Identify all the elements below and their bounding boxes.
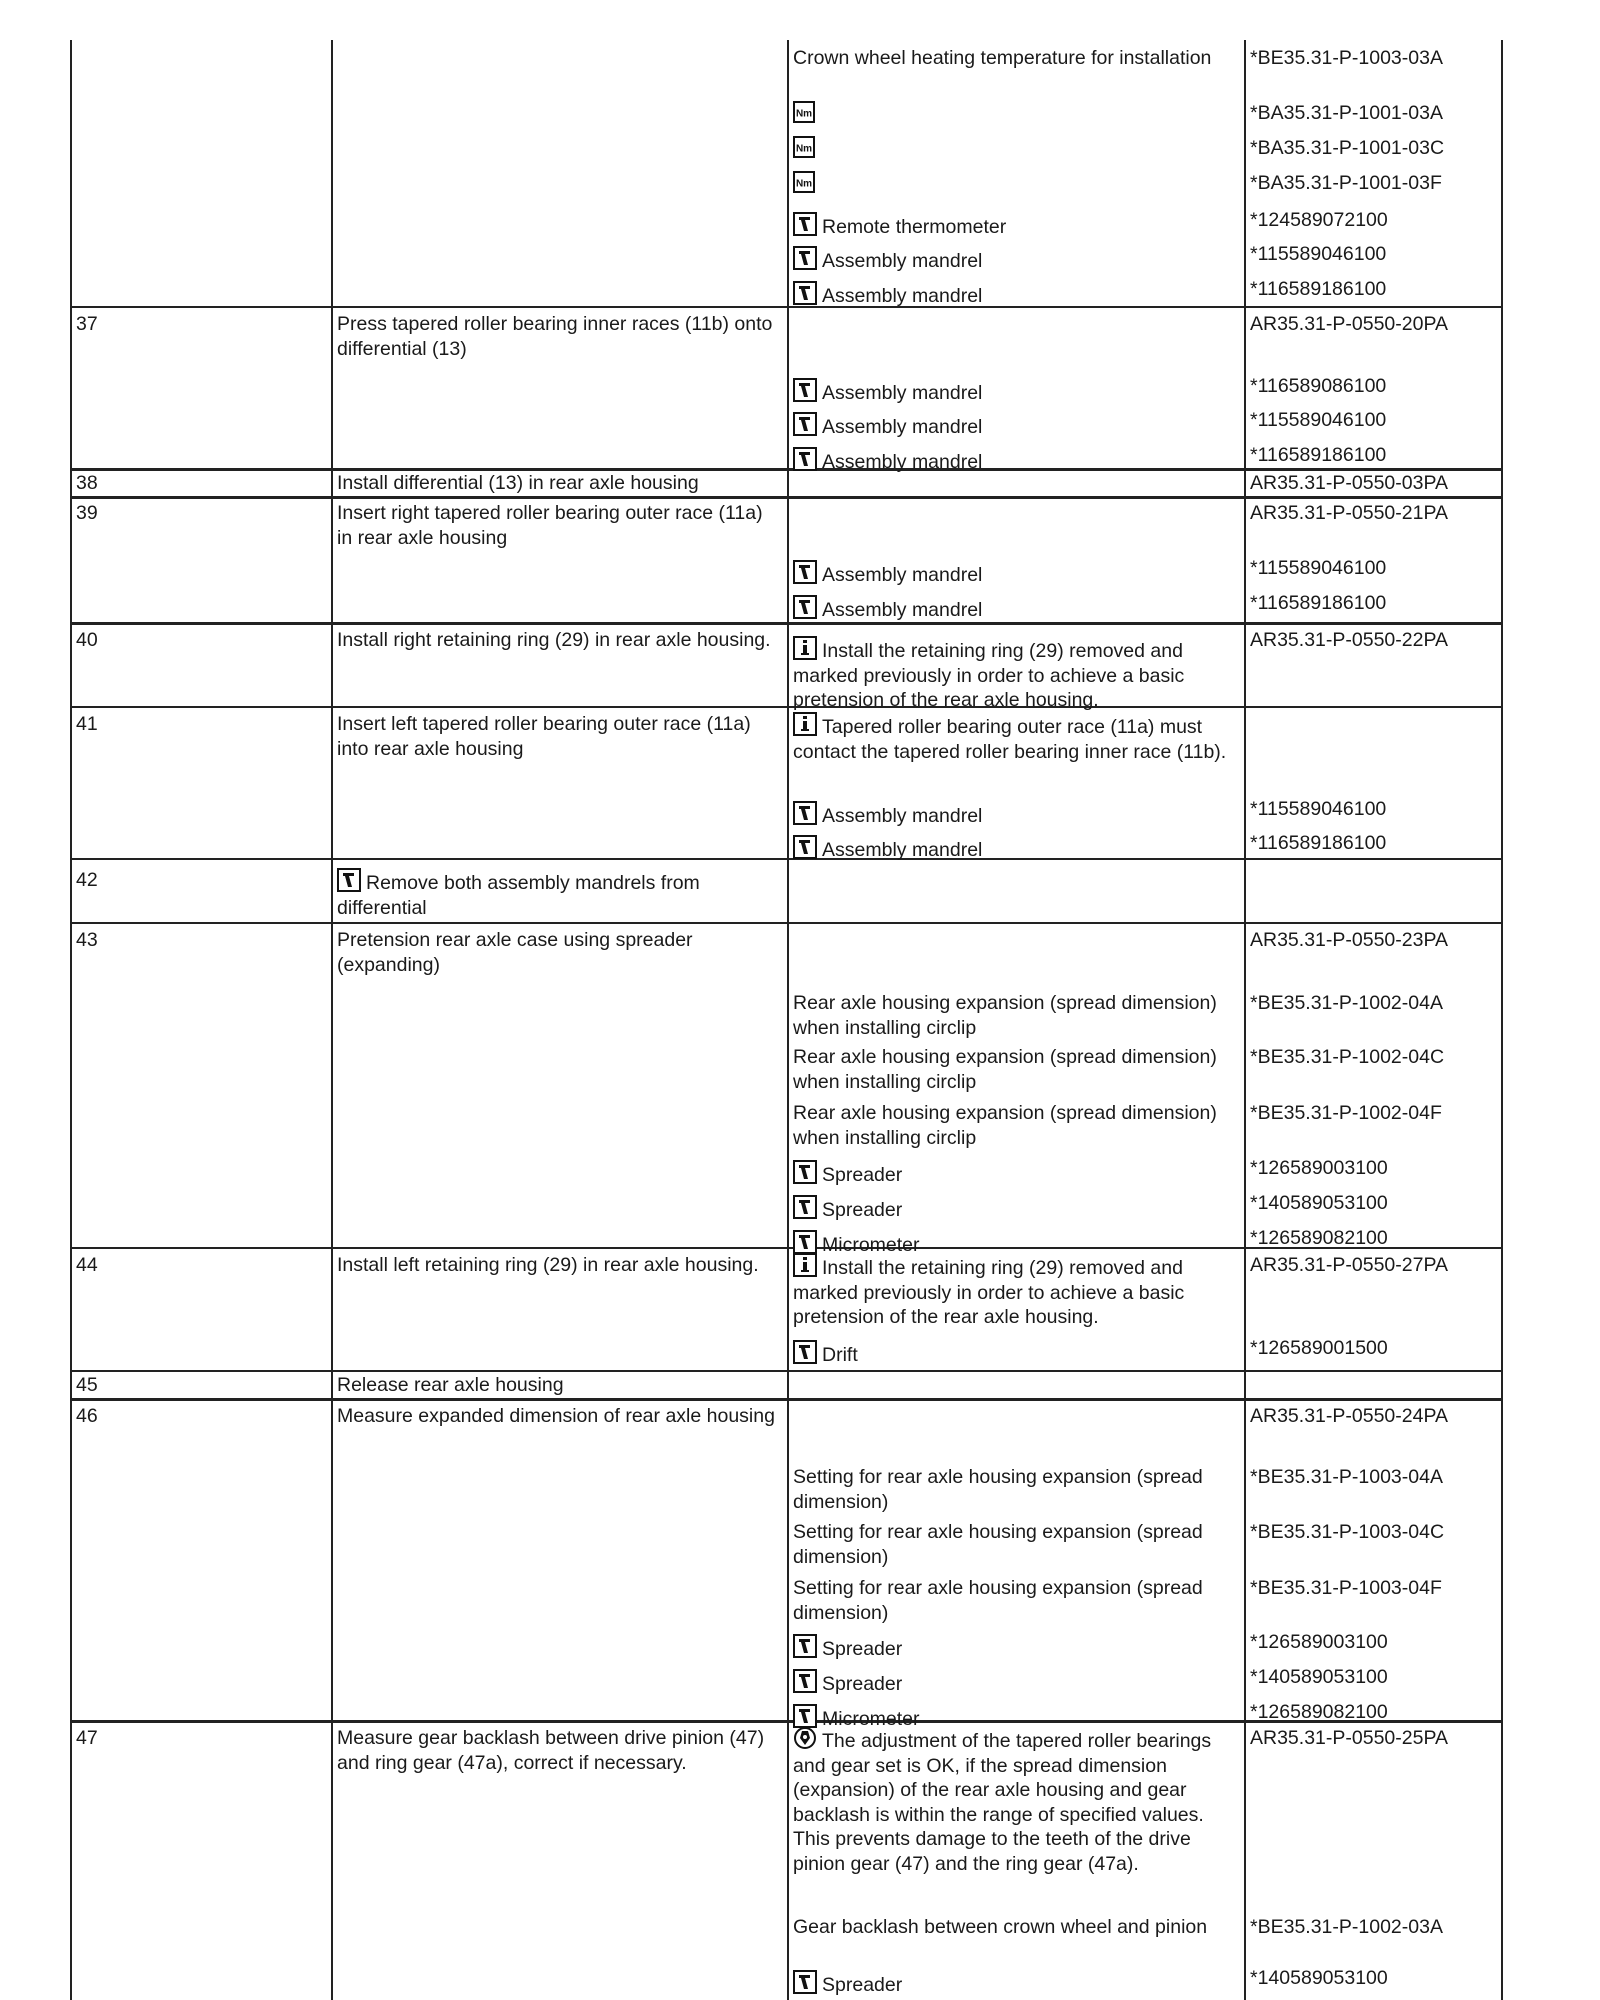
item-reference[interactable]: *140589053100: [1250, 1666, 1388, 1688]
info-icon: [793, 1253, 817, 1277]
torque-icon: [793, 136, 815, 158]
item-torque-note: [793, 171, 1233, 197]
step-description-text: Insert right tapered roller bearing outer race (11a) in rear axle housing: [337, 502, 763, 549]
tool-icon: [793, 1669, 817, 1693]
item-reference[interactable]: *115589046100: [1250, 243, 1387, 265]
ar-document-link[interactable]: AR35.31-P-0550-27PA: [1250, 1254, 1449, 1276]
item-tool-note: [793, 246, 1233, 274]
item-reference[interactable]: *126589082100: [1250, 1701, 1388, 1723]
step-description: [337, 1404, 779, 1429]
step-description: [337, 868, 779, 920]
tool-icon: [793, 1634, 817, 1658]
row-divider: [70, 306, 1503, 308]
step-description-text: Measure gear backlash between drive pinion (47) and ring gear (47a), correct if necessary.: [337, 1727, 765, 1774]
row-divider: [70, 922, 1503, 924]
tool-icon: [793, 246, 817, 270]
item-spec-note: [793, 1465, 1233, 1514]
step-number: 45: [76, 1374, 98, 1396]
item-tool-note: [793, 447, 1233, 475]
ar-document-link[interactable]: AR35.31-P-0550-23PA: [1250, 929, 1449, 951]
item-reference[interactable]: *115589046100: [1250, 798, 1387, 820]
item-tool-note: [793, 1195, 1233, 1223]
item-reference[interactable]: *124589072100: [1250, 209, 1388, 231]
ar-document-link[interactable]: AR35.31-P-0550-24PA: [1250, 1405, 1449, 1427]
step-description: [337, 1726, 779, 1775]
step-number: 46: [76, 1405, 98, 1427]
ar-document-link[interactable]: AR35.31-P-0550-25PA: [1250, 1727, 1449, 1749]
row-divider: [70, 622, 1503, 625]
row-divider: [70, 706, 1503, 708]
item-spec-note: [793, 46, 1233, 71]
row-divider: [70, 858, 1503, 860]
item-reference[interactable]: *115589046100: [1250, 409, 1387, 431]
svg-text:Nm: Nm: [795, 143, 813, 155]
item-tool-note: [793, 835, 1233, 863]
tool-icon: [793, 1340, 817, 1364]
step-description: [337, 471, 779, 496]
item-tool-note: [793, 212, 1233, 240]
item-spec-note: [793, 1520, 1233, 1569]
step-description: [337, 501, 779, 550]
item-spec-note: [793, 1915, 1233, 1940]
tool-icon: [793, 835, 817, 859]
item-text: The adjustment of the tapered roller bearings and gear set is OK, if the spread dimension (expansion) of the rear axle housing and gear backlash is within the range of specified values. This prevents damage to the teeth of the drive pinion gear (47) and the ring gear (47a).: [793, 1730, 1212, 1875]
item-spec-note: [793, 1576, 1233, 1625]
item-tool-note: [793, 1669, 1233, 1697]
item-spec-note: [793, 1045, 1233, 1094]
tool-icon: [793, 412, 817, 436]
item-reference[interactable]: *BE35.31-P-1003-04F: [1250, 1577, 1442, 1599]
info-icon: [793, 712, 817, 736]
item-text: Spreader: [822, 1638, 903, 1660]
step-number: 37: [76, 313, 98, 335]
item-tool-note: [793, 281, 1233, 309]
column-divider: [1244, 40, 1246, 2000]
item-reference[interactable]: *BA35.31-P-1001-03A: [1250, 102, 1443, 124]
item-tool-note: [793, 1634, 1233, 1662]
tool-icon: [793, 560, 817, 584]
item-text: Tapered roller bearing outer race (11a) must contact the tapered roller bearing inner race (11b).: [793, 716, 1227, 763]
item-reference[interactable]: *140589053100: [1250, 1967, 1388, 1989]
row-divider: [70, 1398, 1503, 1401]
step-description-text: Insert left tapered roller bearing outer race (11a) into rear axle housing: [337, 713, 751, 760]
svg-text:Nm: Nm: [795, 108, 813, 120]
item-text: Rear axle housing expansion (spread dimension) when installing circlip: [793, 1046, 1217, 1093]
step-description: [337, 1373, 779, 1398]
item-text: Assembly mandrel: [822, 416, 983, 438]
step-description: [337, 712, 779, 761]
item-text: Rear axle housing expansion (spread dimension) when installing circlip: [793, 992, 1217, 1039]
step-number: 41: [76, 713, 98, 735]
torque-icon: [793, 171, 815, 193]
item-text: Assembly mandrel: [822, 599, 983, 621]
item-reference[interactable]: *126589001500: [1250, 1337, 1388, 1359]
item-text: Assembly mandrel: [822, 564, 983, 586]
item-text: Micrometer: [822, 1234, 920, 1256]
column-divider: [787, 40, 789, 2000]
item-text: Spreader: [822, 1164, 903, 1186]
item-tool-note: [793, 560, 1233, 588]
item-reference[interactable]: *BA35.31-P-1001-03F: [1250, 172, 1442, 194]
item-tool-note: [793, 378, 1233, 406]
item-reference[interactable]: *BE35.31-P-1003-04C: [1250, 1521, 1445, 1543]
item-info-note: [793, 636, 1233, 713]
caution-icon: [793, 1726, 817, 1750]
row-divider: [70, 1370, 1503, 1372]
item-tool-note: [793, 412, 1233, 440]
item-reference[interactable]: *116589186100: [1250, 592, 1387, 614]
step-description-text: Install left retaining ring (29) in rear axle housing.: [337, 1254, 759, 1276]
step-number: 38: [76, 472, 98, 494]
ar-document-link[interactable]: AR35.31-P-0550-20PA: [1250, 313, 1449, 335]
tool-icon: [793, 1230, 817, 1254]
step-number: 44: [76, 1254, 98, 1276]
item-text: Setting for rear axle housing expansion (spread dimension): [793, 1521, 1203, 1568]
item-reference[interactable]: *116589186100: [1250, 444, 1387, 466]
ar-document-link[interactable]: AR35.31-P-0550-03PA: [1250, 472, 1449, 494]
step-description-text: Measure expanded dimension of rear axle housing: [337, 1405, 775, 1427]
item-reference[interactable]: *140589053100: [1250, 1192, 1388, 1214]
item-tool-note: [793, 595, 1233, 623]
item-text: Spreader: [822, 1974, 903, 1996]
tool-icon: [793, 1160, 817, 1184]
item-text: Remote thermometer: [822, 216, 1007, 238]
step-description: [337, 628, 779, 653]
step-description-text: Remove both assembly mandrels from differential: [337, 872, 700, 919]
item-text: Setting for rear axle housing expansion (spread dimension): [793, 1577, 1203, 1624]
step-number: 40: [76, 629, 98, 651]
item-torque-note: [793, 136, 1233, 162]
step-description: [337, 312, 779, 361]
item-text: Assembly mandrel: [822, 451, 983, 473]
item-info-note: [793, 712, 1233, 764]
info-icon: [793, 636, 817, 660]
ar-document-link[interactable]: AR35.31-P-0550-22PA: [1250, 629, 1449, 651]
item-text: Install the retaining ring (29) removed and marked previously in order to achieve a basic pretension of the rear axle housing.: [793, 640, 1185, 711]
item-tool-note: [793, 1160, 1233, 1188]
step-number: 39: [76, 502, 98, 524]
step-description: [337, 1253, 779, 1278]
item-caution-note: [793, 1726, 1233, 1876]
tool-icon: [793, 1195, 817, 1219]
item-text: Assembly mandrel: [822, 382, 983, 404]
item-reference[interactable]: *126589003100: [1250, 1157, 1388, 1179]
item-text: Setting for rear axle housing expansion (spread dimension): [793, 1466, 1203, 1513]
step-description-text: Install right retaining ring (29) in rear axle housing.: [337, 629, 771, 651]
column-divider: [1501, 40, 1503, 2000]
tool-icon: [793, 212, 817, 236]
tool-icon: [793, 1970, 817, 1994]
item-reference[interactable]: *116589086100: [1250, 375, 1387, 397]
item-reference[interactable]: *126589082100: [1250, 1227, 1388, 1249]
item-text: Spreader: [822, 1199, 903, 1221]
ar-document-link[interactable]: AR35.31-P-0550-21PA: [1250, 502, 1449, 524]
step-number: 47: [76, 1727, 98, 1749]
torque-icon: [793, 101, 815, 123]
item-text: Assembly mandrel: [822, 250, 983, 272]
step-number: 42: [76, 869, 98, 891]
tool-icon: [793, 595, 817, 619]
step-description-text: Pretension rear axle case using spreader (expanding): [337, 929, 693, 976]
item-torque-note: [793, 101, 1233, 127]
item-text: Spreader: [822, 1673, 903, 1695]
item-text: Assembly mandrel: [822, 805, 983, 827]
item-text: Assembly mandrel: [822, 285, 983, 307]
tool-icon: [793, 801, 817, 825]
item-reference[interactable]: *BE35.31-P-1003-04A: [1250, 1466, 1443, 1488]
tool-icon: [793, 378, 817, 402]
step-description: [337, 928, 779, 977]
item-reference[interactable]: *116589186100: [1250, 832, 1387, 854]
item-text: Micrometer: [822, 1708, 920, 1730]
item-text: Gear backlash between crown wheel and pinion: [793, 1916, 1208, 1938]
tool-icon: [793, 447, 817, 471]
item-text: Crown wheel heating temperature for installation: [793, 47, 1212, 69]
column-divider: [70, 40, 72, 2000]
item-reference[interactable]: *BE35.31-P-1003-03A: [1250, 47, 1443, 69]
item-tool-note: [793, 1970, 1233, 1998]
item-spec-note: [793, 991, 1233, 1040]
item-info-note: [793, 1253, 1233, 1330]
step-number: 43: [76, 929, 98, 951]
item-reference[interactable]: *BE35.31-P-1002-03A: [1250, 1916, 1443, 1938]
step-description-text: Install differential (13) in rear axle housing: [337, 472, 699, 494]
item-reference[interactable]: *116589186100: [1250, 278, 1387, 300]
item-text: Rear axle housing expansion (spread dimension) when installing circlip: [793, 1102, 1217, 1149]
item-spec-note: [793, 1101, 1233, 1150]
item-reference[interactable]: *BE35.31-P-1002-04A: [1250, 992, 1443, 1014]
item-text: Install the retaining ring (29) removed and marked previously in order to achieve a basic pretension of the rear axle housing.: [793, 1257, 1185, 1328]
item-text: Assembly mandrel: [822, 839, 983, 861]
column-divider: [331, 40, 333, 2000]
item-reference[interactable]: *BE35.31-P-1002-04F: [1250, 1102, 1442, 1124]
svg-text:Nm: Nm: [795, 178, 813, 190]
row-divider: [70, 496, 1503, 499]
tool-icon: [337, 868, 361, 892]
item-reference[interactable]: *126589003100: [1250, 1631, 1388, 1653]
item-reference[interactable]: *BE35.31-P-1002-04C: [1250, 1046, 1445, 1068]
item-tool-note: [793, 801, 1233, 829]
step-description-text: Press tapered roller bearing inner races (11b) onto differential (13): [337, 313, 773, 360]
item-text: Drift: [822, 1344, 858, 1366]
step-description-text: Release rear axle housing: [337, 1374, 564, 1396]
item-tool-note: [793, 1340, 1233, 1368]
tool-icon: [793, 1704, 817, 1728]
item-reference[interactable]: *BA35.31-P-1001-03C: [1250, 137, 1445, 159]
tool-icon: [793, 281, 817, 305]
item-reference[interactable]: *115589046100: [1250, 557, 1387, 579]
